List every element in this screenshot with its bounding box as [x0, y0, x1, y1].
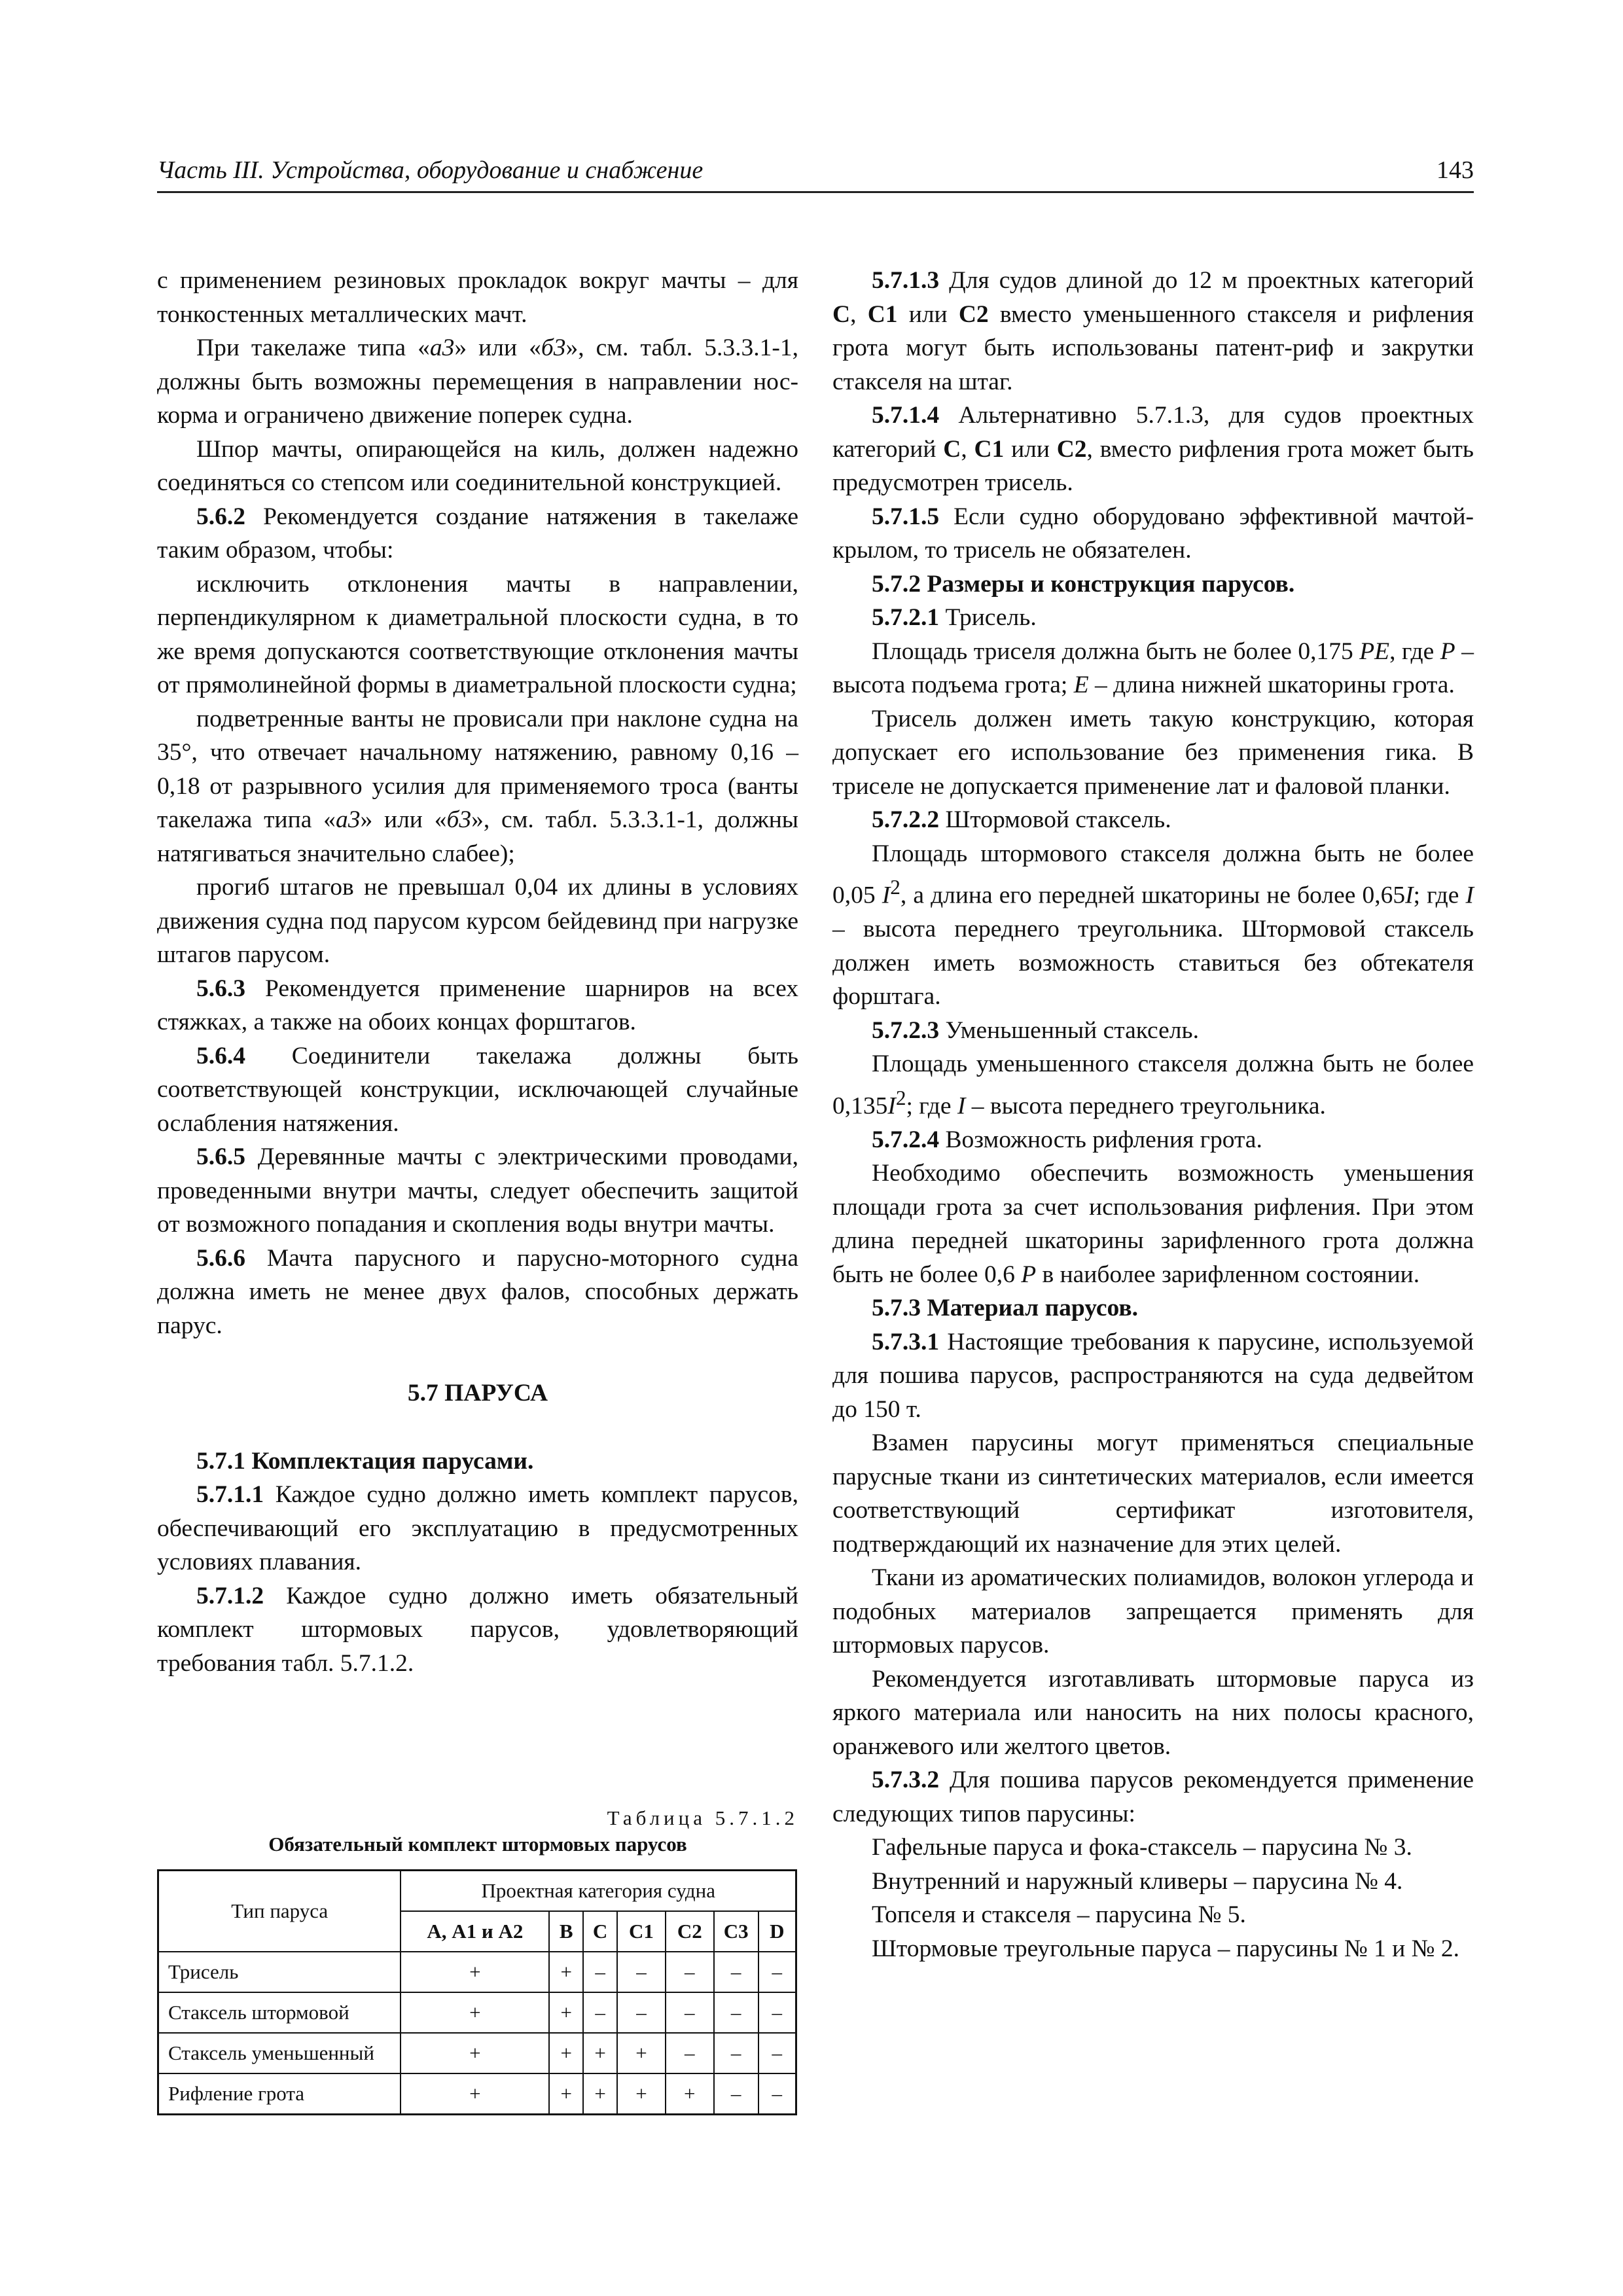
clause-number: 5.7.1.1 [196, 1481, 264, 1508]
storm-sails-table [157, 1869, 797, 2115]
table-cell: + [617, 2073, 666, 2115]
column-header: B [549, 1911, 583, 1952]
paragraph: 5.7.1.4 Альтернативно 5.7.1.3, для судов проектных категорий C, C1 или C2, вместо рифления грота может быть предусмотрен трисель. [832, 402, 1474, 496]
clause-number: 5.7.1.4 [872, 402, 940, 429]
table-cell: + [583, 2033, 617, 2073]
column-header: А, А1 и А2 [401, 1911, 549, 1952]
table-cell: + [401, 1992, 549, 2033]
paragraph: 5.7.1.5 Если судно оборудовано эффективной мачтой-крылом, то трисель не обязателен. [832, 503, 1474, 564]
paragraph: с применением резиновых прокладок вокруг мачты – для тонкостенных металлических мачт. [157, 267, 798, 328]
column-header: C [583, 1911, 617, 1952]
clause-number: 5.7.3.2 [872, 1767, 940, 1793]
clause-number: 5.7.1.3 [872, 267, 940, 294]
clause-number: 5.7.2.2 [872, 806, 940, 833]
left-column [157, 264, 798, 1680]
paragraph: 5.7.2.3 Уменьшенный стаксель. [872, 1016, 1199, 1044]
table-row [158, 1952, 796, 1992]
paragraph: При такелаже типа «а3» или «б3», см. табл. 5.3.3.1-1, должны быть возможны перемещения в направлении нос-корма и ограничено движение поперек судна. [157, 334, 798, 429]
row-label: Стаксель уменьшенный [158, 2033, 401, 2073]
clause-number: 5.7.1.2 [196, 1582, 264, 1609]
paragraph: Внутренний и наружный кливеры – парусина № 4. [872, 1867, 1403, 1895]
clause-number: 5.7.2.1 [872, 604, 940, 631]
paragraph: 5.6.6 Мачта парусного и парусно-моторного судна должна иметь не менее двух фалов, способных держать парус. [157, 1244, 798, 1339]
table-cell: + [549, 1992, 583, 2033]
paragraph: Рекомендуется изготавливать штормовые паруса из яркого материала или наносить на них полосы красного, оранжевого или желтого цветов. [832, 1665, 1474, 1760]
paragraph: Площадь уменьшенного стакселя должна быть не более $0,135I^2$; где I – высота переднего треугольника. [832, 1050, 1474, 1119]
paragraph: Штормовые треугольные паруса – парусины № 1 и № 2. [872, 1935, 1459, 1962]
clause-number: 5.6.4 [196, 1042, 245, 1069]
paragraph: 5.7.1.3 Для судов длиной до 12 м проектных категорий C, C1 или C2 вместо уменьшенного стакселя и рифления грота могут быть использованы патент-риф и закрутки стакселя на штаг. [832, 267, 1474, 395]
row-label: Трисель [158, 1952, 401, 1992]
paragraph: 5.6.3 Рекомендуется применение шарниров на всех стяжках, а также на обоих концах форштагов. [157, 975, 798, 1035]
paragraph: 5.7.1.2 Каждое судно должно иметь обязательный комплект штормовых парусов, удовлетворяющий требования табл. 5.7.1.2. [157, 1582, 798, 1677]
column-header: C2 [666, 1911, 714, 1952]
column-header: Тип паруса [158, 1871, 401, 1952]
row-label: Стаксель штормовой [158, 1992, 401, 2033]
table-cell: – [583, 1992, 617, 2033]
paragraph: 5.6.5 Деревянные мачты с электрическими проводами, проведенными внутри мачты, следует обеспечить защитой от возможного попадания и скопления воды внутри мачты. [157, 1143, 798, 1238]
column-group-header: Проектная категория судна [401, 1871, 796, 1912]
paragraph: 5.7.3.2 Для пошива парусов рекомендуется применение следующих типов парусины: [832, 1767, 1474, 1827]
paragraph: Взамен парусины могут применяться специальные парусные ткани из синтетических материалов, если имеется соответствующий сертификат изготовителя, подтверждающий их назначение для этих целей. [832, 1429, 1474, 1558]
paragraph: Площадь триселя должна быть не более 0,175 PE, где P – высота подъема грота; E – длина нижней шкаторины грота. [832, 637, 1474, 698]
header-divider [157, 191, 1474, 193]
table-cell: – [714, 1992, 758, 2033]
table-cell: – [583, 1952, 617, 1992]
column-header: C1 [617, 1911, 666, 1952]
running-title: Часть III. Устройства, оборудование и снабжение [157, 156, 704, 184]
table-cell: – [758, 1992, 796, 2033]
paragraph: Гафельные паруса и фока-стаксель – парусина № 3. [872, 1834, 1412, 1861]
clause-number: 5.7.2.3 [872, 1016, 940, 1044]
table-cell: + [549, 2033, 583, 2073]
table-cell: – [666, 1952, 714, 1992]
table-cell: + [583, 2073, 617, 2115]
table-row [158, 2073, 796, 2115]
clause-number: 5.7.2.4 [872, 1126, 940, 1153]
table-cell: + [666, 2073, 714, 2115]
paragraph: 5.6.4 Соединители такелажа должны быть соответствующей конструкции, исключающей случайные ослабления натяжения. [157, 1042, 798, 1137]
paragraph: прогиб штагов не превышал 0,04 их длины в условиях движения судна под парусом курсом бейдевинд при нагрузке штагов парусом. [157, 874, 798, 968]
clause-number: 5.6.2 [196, 503, 245, 530]
table-caption [157, 1806, 798, 1856]
paragraph: 5.7.1.1 Каждое судно должно иметь комплект парусов, обеспечивающий его эксплуатацию в предусмотренных условиях плавания. [157, 1481, 798, 1575]
page-header [157, 156, 1474, 195]
table-title: Обязательный комплект штормовых парусов [268, 1833, 687, 1856]
table-cell: – [666, 1992, 714, 2033]
table-cell: – [617, 1992, 666, 2033]
subsection-heading: 5.7.1 Комплектация парусами. [196, 1447, 534, 1475]
table-cell: – [758, 1952, 796, 1992]
paragraph: 5.7.2.1 Трисель. [872, 604, 1037, 631]
table-cell: – [714, 2033, 758, 2073]
paragraph: 5.6.2 Рекомендуется создание натяжения в такелаже таким образом, чтобы: [157, 503, 798, 564]
paragraph: 5.7.2.2 Штормовой стаксель. [872, 806, 1171, 833]
clause-number: 5.6.6 [196, 1244, 245, 1272]
table-cell: – [714, 1952, 758, 1992]
table-cell: + [401, 1952, 549, 1992]
table-label: Таблица 5.7.1.2 [607, 1806, 798, 1829]
clause-number: 5.6.5 [196, 1143, 245, 1170]
table-cell: + [549, 2073, 583, 2115]
paragraph: Необходимо обеспечить возможность уменьшения площади грота за счет использования рифления. При этом длина передней шкаторины зарифленного грота должна быть не более 0,6 P в наиболее зарифленном состоянии. [832, 1160, 1474, 1288]
subsection-heading: 5.7.3 Материал парусов. [872, 1295, 1138, 1321]
table-cell: + [401, 2033, 549, 2073]
row-label: Рифление грота [158, 2073, 401, 2115]
table-row [158, 2033, 796, 2073]
paragraph: 5.7.2.4 Возможность рифления грота. [872, 1126, 1262, 1153]
paragraph: Трисель должен иметь такую конструкцию, которая допускает его использование без применения гика. В триселе не допускается применение лат и фаловой планки. [832, 705, 1474, 800]
table-cell: + [617, 2033, 666, 2073]
paragraph: 5.7.3.1 Настоящие требования к парусине, используемой для пошива парусов, распространяются на суда дедвейтом до 150 т. [832, 1328, 1474, 1423]
table-cell: – [714, 2073, 758, 2115]
table-cell: – [758, 2033, 796, 2073]
paragraph: Топселя и стакселя – парусина № 5. [872, 1901, 1246, 1928]
section-title: 5.7 ПАРУСА [407, 1380, 548, 1407]
paragraph: Шпор мачты, опирающейся на киль, должен надежно соединяться со степсом или соединительной конструкцией. [157, 435, 798, 496]
right-column [832, 264, 1474, 1965]
clause-number: 5.7.3.1 [872, 1328, 940, 1355]
clause-number: 5.7.1.5 [872, 503, 940, 530]
table-cell: – [758, 2073, 796, 2115]
paragraph: Ткани из ароматических полиамидов, волокон углерода и подобных материалов запрещается применять для штормовых парусов. [832, 1564, 1474, 1659]
paragraph: исключить отклонения мачты в направлении, перпендикулярном к диаметральной плоскости судна, в то же время допускаются соответствующие отклонения мачты от прямолинейной формы в диаметральной плоскости судна; [157, 570, 798, 698]
table-cell: + [549, 1952, 583, 1992]
table-cell: – [617, 1952, 666, 1992]
page-number: 143 [1436, 156, 1474, 184]
column-header: C3 [714, 1911, 758, 1952]
subsection-heading: 5.7.2 Размеры и конструкция парусов. [872, 570, 1295, 598]
paragraph: Площадь штормового стакселя должна быть не более 0,05 $I^2$, а длина его передней шкаторины не более 0,65I; где I – высота переднего треугольника. Штормовой стаксель должен иметь возможность ставиться без обтекателя форштага. [832, 840, 1474, 1010]
clause-number: 5.6.3 [196, 975, 245, 1002]
table-header-row [158, 1871, 796, 1912]
column-header: D [758, 1911, 796, 1952]
table-cell: – [666, 2033, 714, 2073]
table-row [158, 1992, 796, 2033]
paragraph: подветренные ванты не провисали при наклоне судна на 35°, что отвечает начальному натяжению, равному 0,16 – 0,18 от разрывного усилия для применяемого троса (ванты такелажа типа «а3» или «б3», см. табл. 5.3.3.1-1, должны натягиваться значительно слабее); [157, 705, 799, 867]
table-cell: + [401, 2073, 549, 2115]
